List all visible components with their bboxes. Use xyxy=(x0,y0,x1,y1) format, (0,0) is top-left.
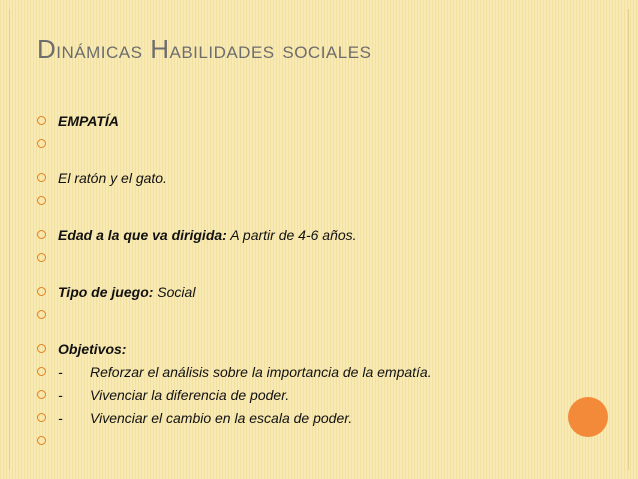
circle-bullet-icon xyxy=(37,436,46,445)
orange-circle-icon xyxy=(568,397,608,437)
circle-bullet-icon xyxy=(37,139,46,148)
circle-bullet-icon xyxy=(37,173,46,182)
circle-bullet-icon xyxy=(37,413,46,422)
slide-border-left xyxy=(9,9,10,470)
circle-bullet-icon xyxy=(37,253,46,262)
circle-bullet-icon xyxy=(37,367,46,376)
circle-bullet-icon xyxy=(37,230,46,239)
circle-bullet-icon xyxy=(37,116,46,125)
circle-bullet-icon xyxy=(37,390,46,399)
slide-title: DINÁMICAS HABILIDADES SOCIALES xyxy=(37,34,372,64)
slide-border-right xyxy=(628,9,629,470)
circle-bullet-icon xyxy=(37,196,46,205)
circle-bullet-icon xyxy=(37,344,46,353)
circle-bullet-icon xyxy=(37,310,46,319)
circle-bullet-icon xyxy=(37,287,46,296)
